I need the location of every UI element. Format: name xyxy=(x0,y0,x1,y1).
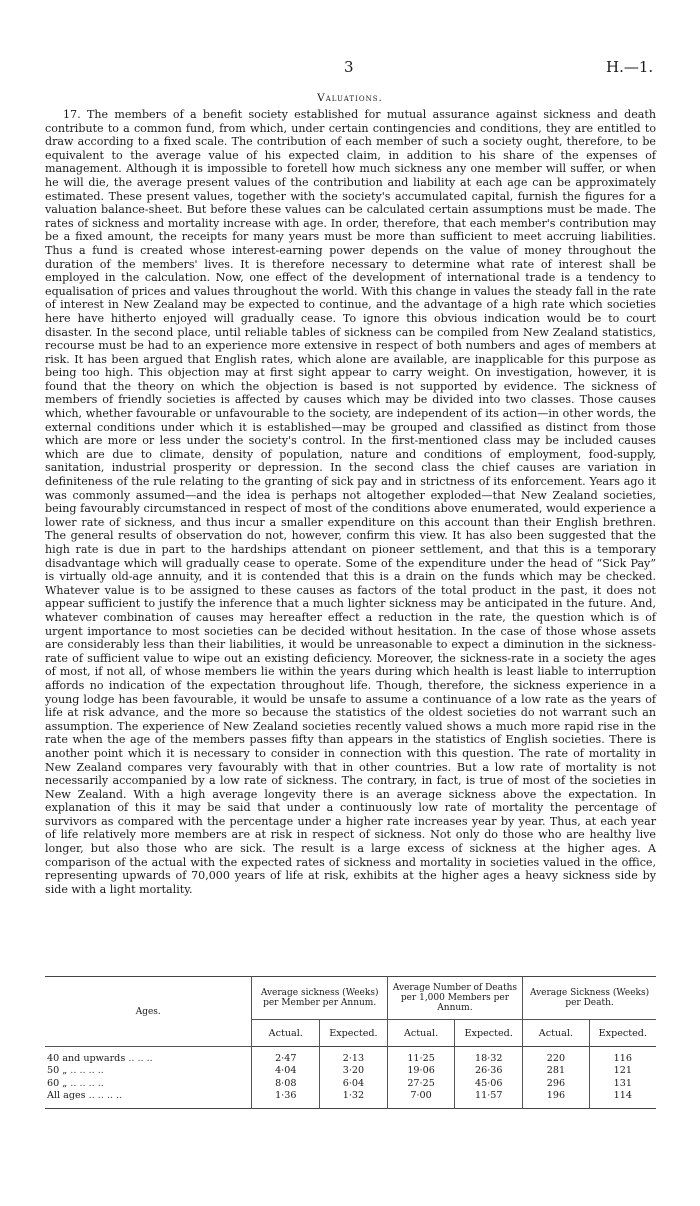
table-row xyxy=(45,1065,656,1077)
age-label: All ages xyxy=(47,1089,86,1101)
value-cell: 27·25 xyxy=(387,1078,455,1090)
document-reference: H.—1. xyxy=(606,58,654,76)
leader-dots: .. .. .. xyxy=(128,1053,153,1064)
value-cell: 26·36 xyxy=(455,1065,523,1077)
page-number: 3 xyxy=(344,58,354,76)
value-cell: 281 xyxy=(523,1065,590,1077)
age-label: 40 and upwards xyxy=(47,1053,126,1064)
sub-header: Actual. xyxy=(523,1020,590,1047)
value-cell: 1·32 xyxy=(320,1090,388,1109)
age-cell xyxy=(45,1090,252,1109)
leader-dots: .. .. .. .. xyxy=(70,1065,104,1077)
value-cell: 220 xyxy=(523,1047,590,1066)
value-cell: 6·04 xyxy=(320,1078,388,1090)
value-cell: 8·08 xyxy=(252,1078,320,1090)
sub-header: Expected. xyxy=(455,1020,523,1047)
leader-dots: .. .. .. .. xyxy=(88,1089,123,1101)
leader-dots: .. .. .. .. xyxy=(70,1077,104,1089)
value-cell: 131 xyxy=(589,1078,656,1090)
body-paragraph: 17. The members of a benefit society established for mutual assurance against sickness and death contribute to a common fund, from which, under certain contingencies and conditions, they are entitled to draw according to a fixed scale. The contribution of each member of such a society ought, therefore, to be equivalent to the average value of his expected claim, in addition to his share of the expenses of management. Although it is impossible to foretell how much sickness any one member will suffer, or when he will die, the average present values of the contribution and liability at each age can be approximately estimated. These present values, together with the society's accumulated capital, furnish the figures for a valuation balance-sheet. But before these values can be calculated certain assumptions must be made. The rates of sickness and mortality increase with age. In order, therefore, that each member's contribution may be a fixed amount, the receipts for many years must be more than sufficient to meet accruing liabilities. Thus a fund is created whose interest-earning power depends on the value of money throughout the duration of the members' lives. It is therefore necessary to determine what rate of interest shall be employed in the calculation. Now, one effect of the development of international trade is a tendency to equalisation of prices and values throughout the world. With this change in values the steady fall in the rate of interest in New Zealand may be expected to continue, and the advantage of a high rate which societies here have hitherto enjoyed will gradually cease. To ignore this obvious indication would be to court disaster. In the second place, until reliable tables of sickness can be compiled from New Zealand statistics, recourse must be had to an experience more extensive in respect of both numbers and ages of members at risk. It has been argued that English rates, which alone are available, are inapplicable for this purpose as being too high. This objection may at first sight appear to carry weight. On investigation, however, it is found that the theory on which the objection is based is not supported by evidence. The sickness of members of friendly societies is affected by causes which may be divided into two classes. Those causes which, whether favourable or unfavourable to the society, are independent of its action—in other words, the external conditions under which it is established—may be grouped and classified as distinct from those which are more or less under the society's control. In the first-mentioned class may be included causes which are due to climate, density of population, nature and conditions of employment, food-supply, sanitation, industrial prosperity or depression. In the second class the chief causes are variation in definiteness of the rule relating to the granting of sick pay and in strictness of its enforcement. Years ago it was commonly assumed—and the idea is perhaps not altogether exploded—that New Zealand societies, being favourably circumstanced in respect of most of the conditions above enumerated, would experience a lower rate of sickness, and thus incur a smaller expenditure on this account than their English brethren. The general results of observation do not, however, confirm this view. It has also been suggested that the high rate is due in part to the hardships attendant on pioneer settlement, and that this is a temporary disadvantage which will gradually cease to operate. Some of the expenditure under the head of “Sick Pay” is virtually old-age annuity, and it is contended that this is a drain on the funds which may be checked. Whatever value is to be assigned to these causes as factors of the total product in the past, it does not appear sufficient to justify the inference that a much lighter sickness may be anticipated in the future. And, whatever combination of causes may hereafter effect a reduction in the rate, the question which is of urgent importance to most societies can be decided without hesitation. In the case of those whose assets are considerably less than their liabilities, it would be unreasonable to expect a diminution in the sickness-rate of sufficient value to wipe out an existing deficiency. Moreover, the sickness-rate in a society the ages of most, if not all, of whose members lie within the years during which health is least liable to interruption affords no indication of the expectation throughout life. Though, therefore, the sickness experience in a young lodge has been favourable, it would be unsafe to assume a continuance of a low rate as the years of life at risk advance, and the more so because the statistics of the oldest societies do not warrant such an assumption. The experience of New Zealand societies recently valued shows a much more rapid rise in the rate when the age of the members passes fifty than appears in the statistics of English societies. There is another point which it is necessary to consider in connection with this question. The rate of mortality in New Zealand compares very favourably with that in other countries. But a low rate of mortality is not necessarily accompanied by a low rate of sickness. The contrary, in fact, is true of most of the societies in New Zealand. With a high average longevity there is an average sickness above the expectation. In explanation of this it may be said that under a continuously low rate of mortality the percentage of survivors as compared with the percentage under a higher rate increases year by year. Thus, at each year of life relatively more members are at risk in respect of sickness. Not only do those who are healthy live longer, but also those who are sick. The result is a large excess of sickness at the higher ages. A comparison of the actual with the expected rates of sickness and mortality in societies valued in the office, representing upwards of 70,000 years of life at risk, exhibits at the higher ages a heavy sickness side by side with a light mortality. xyxy=(45,108,656,896)
age-cell xyxy=(45,1065,252,1077)
sub-header: Actual. xyxy=(387,1020,455,1047)
value-cell: 196 xyxy=(523,1090,590,1109)
table-row xyxy=(45,1047,656,1066)
value-cell: 2·13 xyxy=(320,1047,388,1066)
value-cell: 114 xyxy=(589,1090,656,1109)
table-row xyxy=(45,1078,656,1090)
sub-header: Expected. xyxy=(589,1020,656,1047)
value-cell: 18·32 xyxy=(455,1047,523,1066)
sub-header: Actual. xyxy=(252,1020,320,1047)
age-cell xyxy=(45,1078,252,1090)
value-cell: 7·00 xyxy=(387,1090,455,1109)
value-cell: 1·36 xyxy=(252,1090,320,1109)
table-row xyxy=(45,1090,656,1109)
value-cell: 116 xyxy=(589,1047,656,1066)
value-cell: 2·47 xyxy=(252,1047,320,1066)
sickness-per-death-header: Average Sickness (Weeks) per Death. xyxy=(523,977,656,1020)
ages-header: Ages. xyxy=(45,977,252,1047)
value-cell: 121 xyxy=(589,1065,656,1077)
age-cell xyxy=(45,1047,252,1066)
value-cell: 11·57 xyxy=(455,1090,523,1109)
value-cell: 4·04 xyxy=(252,1065,320,1077)
age-label: 60 „ xyxy=(47,1077,68,1089)
avg-sickness-header: Average sickness (Weeks) per Member per Annum. xyxy=(252,977,387,1020)
section-title: Valuations. xyxy=(317,92,383,104)
value-cell: 19·06 xyxy=(387,1065,455,1077)
value-cell: 296 xyxy=(523,1078,590,1090)
sub-header: Expected. xyxy=(320,1020,388,1047)
age-label: 50 „ xyxy=(47,1065,68,1077)
sickness-mortality-table xyxy=(45,976,656,1109)
value-cell: 3·20 xyxy=(320,1065,388,1077)
avg-deaths-header: Average Number of Deaths per 1,000 Members per Annum. xyxy=(387,977,522,1020)
value-cell: 45·06 xyxy=(455,1078,523,1090)
value-cell: 11·25 xyxy=(387,1047,455,1066)
